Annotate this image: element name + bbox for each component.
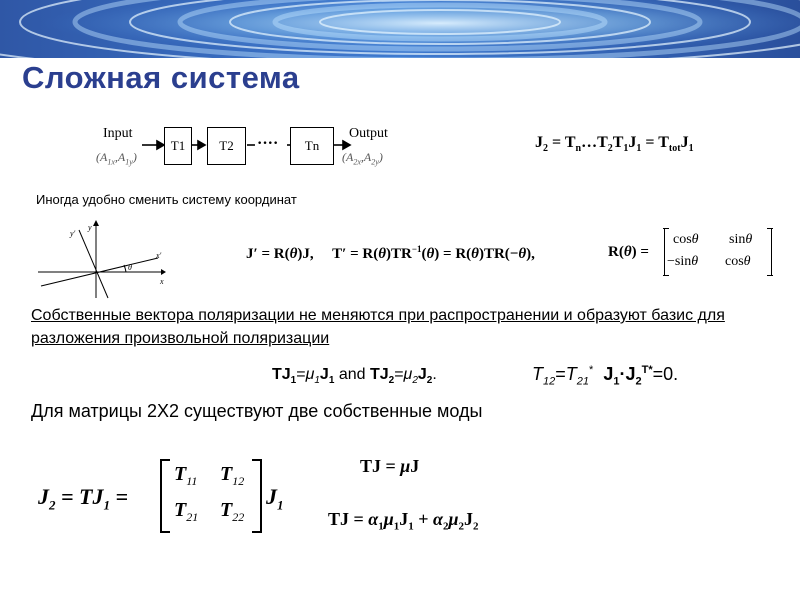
equation-matrix-form-rhs: $J_1$ (266, 484, 284, 513)
x-axis-label: x (160, 277, 164, 286)
eigen-modes-text: Для матрицы 2X2 существуют две собственные моды (31, 401, 483, 421)
block-t2: T2 (207, 127, 246, 165)
equation-chain: $J_2$ = $T_n\dots T_2T_1J_1 = T_{tot}J_1$ (535, 134, 694, 155)
y-prime-label: y′ (70, 229, 76, 238)
transfer-matrix: $T_{11}$ $T_{12}$ $T_{21}$ $T_{22}$ (160, 459, 262, 531)
equation-eigen-general: TJ = μJ (360, 456, 420, 476)
slide-title: Сложная система (22, 60, 300, 95)
header-banner (0, 0, 800, 58)
angle-label: θ (128, 263, 132, 272)
equation-eigen: $TJ_1=\mu_1J_1$ and $TJ_2=\mu_2J_2$. (272, 366, 437, 387)
eigenvector-statement: Собственные вектора поляризации не меняются при распространении и образуют базис для разложения произвольной поляризации (31, 307, 725, 347)
equation-rotation: J′ = R(θ)J, $T' = R(\theta)TR^{-1}(\theta) = R(\theta)TR(-\theta)$, (246, 244, 535, 262)
equation-orthogonality: $T_{12}=T_{21}^*$ $J_1\cdot J_2^{T*}=0$. (532, 364, 679, 388)
x-prime-label: x′ (156, 251, 162, 260)
y-axis-label: y (88, 223, 92, 232)
output-label: Output (349, 126, 388, 141)
block-t1: T1 (164, 127, 192, 165)
water-ripple-background (0, 0, 800, 58)
equation-rotation-matrix-label: R(θ) = (608, 244, 649, 260)
input-label: Input (103, 126, 133, 141)
output-sub: $(A_{2x},A_{2y})$ (342, 150, 383, 167)
equation-decomposition: TJ = $\alpha_1\mu_1J_1 + \alpha_2\mu_2J_2$ (328, 509, 479, 533)
diagram-dots: ···· (257, 135, 279, 152)
input-sub: $(A_{1x},A_{1y})$ (96, 150, 137, 167)
rotation-matrix: cosθ sinθ −sinθ cosθ (664, 228, 772, 276)
coords-note: Иногда удобно сменить систему координат (36, 192, 297, 207)
rotated-axes-figure (36, 220, 166, 300)
block-tn: Tn (290, 127, 334, 165)
equation-matrix-form-lhs: $J_2 = TJ_1$ = (38, 484, 129, 513)
